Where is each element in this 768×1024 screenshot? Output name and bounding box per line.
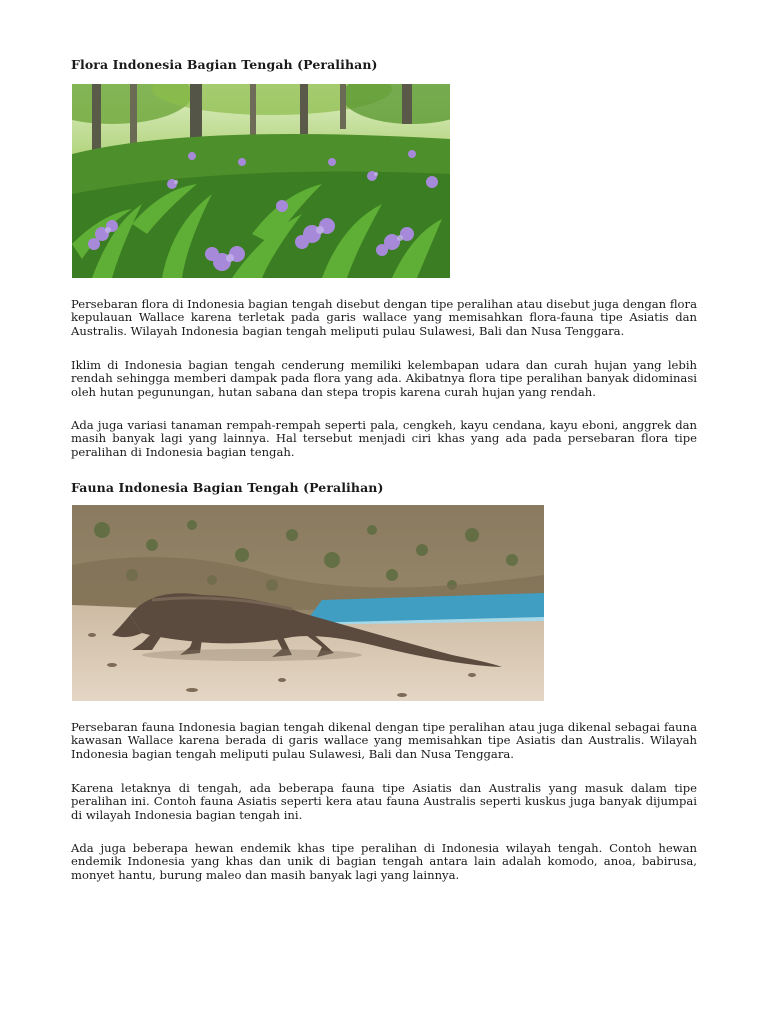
- fauna-paragraph-2: Karena letaknya di tengah, ada beberapa fauna tipe Asiatis dan Australis yang masuk dalam tipe peralihan ini. Contoh fauna Asiatis seperti kera atau fauna Australis seperti kuskus juga banyak dijumpai di wilayah Indonesia bagian tengah ini.: [71, 781, 697, 822]
- fauna-photo: [72, 505, 544, 701]
- flora-paragraph-1: Persebaran flora di Indonesia bagian tengah disebut dengan tipe peralihan atau disebut juga dengan flora kepulauan Wallace karena terletak pada garis wallace yang memisahkan flora-fauna tipe Asiatis dan Australis. Wilayah Indonesia bagian tengah meliputi pulau Sulawesi, Bali dan Nusa Tenggara.: [71, 297, 697, 338]
- fauna-heading: Fauna Indonesia Bagian Tengah (Peralihan): [71, 480, 384, 495]
- flora-paragraph-2: Iklim di Indonesia bagian tengah cenderung memiliki kelembapan udara dan curah hujan yang lebih rendah sehingga memberi dampak pada flora yang ada. Akibatnya flora tipe peralihan banyak didominasi oleh hutan pegunungan, hutan sabana dan stepa tropis karena curah hujan yang rendah.: [71, 358, 697, 399]
- flora-heading: Flora Indonesia Bagian Tengah (Peralihan): [71, 57, 378, 72]
- fauna-paragraph-3: Ada juga beberapa hewan endemik khas tipe peralihan di Indonesia wilayah tengah. Contoh hewan endemik Indonesia yang khas dan unik di bagian tengah antara lain adalah komodo, anoa, babirusa, monyet hantu, burung maleo dan masih banyak lagi yang lainnya.: [71, 841, 697, 882]
- komodo-dragon-image: [72, 505, 544, 701]
- flora-paragraph-3: Ada juga variasi tanaman rempah-rempah seperti pala, cengkeh, kayu cendana, kayu eboni, anggrek dan masih banyak lagi yang lainnya. Hal tersebut menjadi ciri khas yang ada pada persebaran flora tipe peralihan di Indonesia bagian tengah.: [71, 418, 697, 459]
- flora-photo: [72, 84, 450, 278]
- fauna-paragraph-1: Persebaran fauna Indonesia bagian tengah dikenal dengan tipe peralihan atau juga dikenal sebagai fauna kawasan Wallace karena berada di garis wallace yang memisahkan tipe Asiatis dan Australis. Wilayah Indonesia bagian tengah meliputi pulau Sulawesi, Bali dan Nusa Tenggara.: [71, 720, 697, 761]
- bluebell-forest-image: [72, 84, 450, 278]
